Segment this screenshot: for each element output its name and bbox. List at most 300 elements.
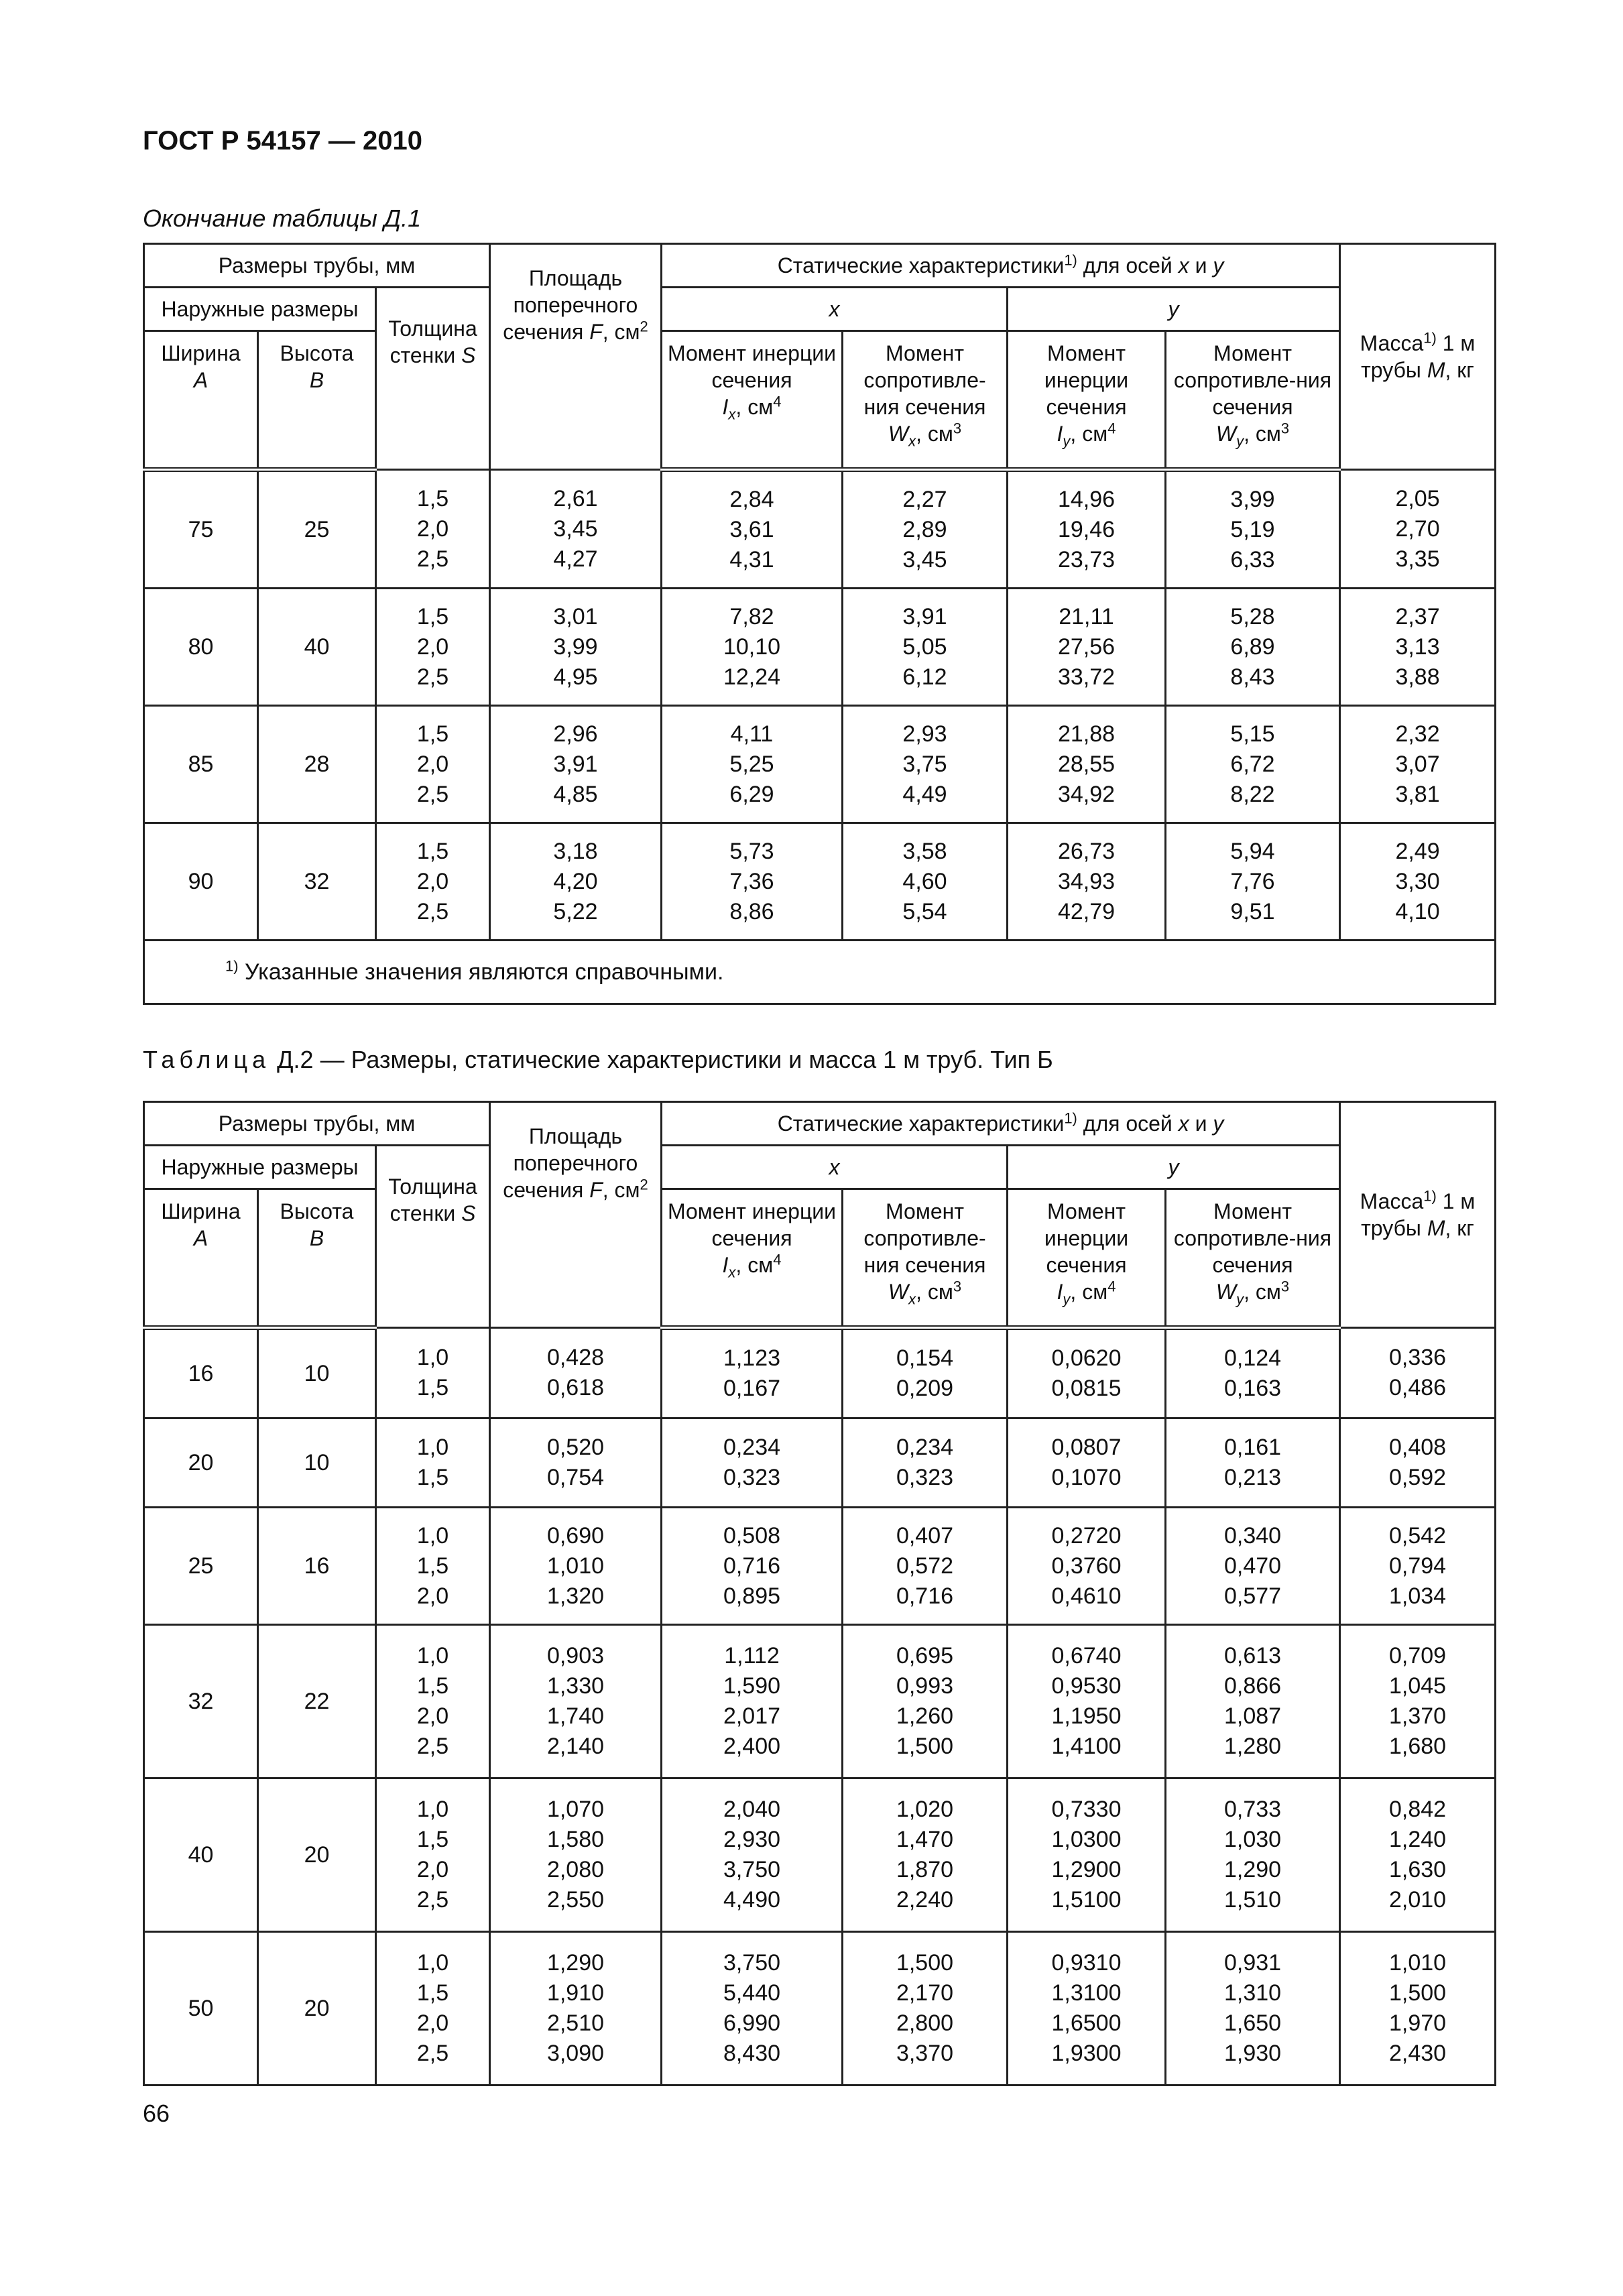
cell-value: 0,993 xyxy=(896,1673,954,1699)
cell-area xyxy=(490,1508,662,1625)
cell-value: 1,630 xyxy=(1388,1857,1447,1882)
cell-wall xyxy=(376,1418,490,1508)
header-height: Высота B xyxy=(258,331,376,470)
cell-value: 1,5 xyxy=(416,603,449,629)
cell-value: 12,24 xyxy=(723,664,781,690)
cell-value: 1,910 xyxy=(546,1980,605,2006)
table2-container xyxy=(143,1101,1494,2086)
cell-width: 20 xyxy=(144,1418,258,1508)
cell-value: 10,10 xyxy=(723,633,781,660)
cell-value: 28,55 xyxy=(1057,751,1116,777)
cell-value: 2,49 xyxy=(1395,838,1440,864)
cell-value: 6,29 xyxy=(729,781,774,807)
cell-value: 0,895 xyxy=(723,1583,781,1609)
cell-value: 0,7330 xyxy=(1051,1797,1122,1822)
header-wall: Толщина стенки S xyxy=(376,288,490,470)
cell-value: 0,340 xyxy=(1223,1522,1282,1549)
header-width: Ширина A xyxy=(144,331,258,470)
cell-area xyxy=(490,589,662,706)
cell-width: 90 xyxy=(144,823,258,941)
cell-value: 0,866 xyxy=(1223,1673,1282,1699)
table-row xyxy=(144,706,1496,823)
cell-value: 0,618 xyxy=(546,1375,605,1400)
cell-value: 2,5 xyxy=(416,546,449,572)
header-axis-y: y xyxy=(1008,288,1340,331)
header-static: Статические характеристики$^{1)}$ для осей x и y xyxy=(662,244,1340,288)
page-number: 66 xyxy=(143,2100,170,2127)
cell-ix xyxy=(662,1418,843,1508)
cell-area xyxy=(490,823,662,941)
cell-value: 0,486 xyxy=(1388,1375,1447,1400)
cell-value: 2,800 xyxy=(896,2010,954,2036)
cell-mass xyxy=(1340,1625,1496,1778)
cell-value: 1,0 xyxy=(416,1950,449,1976)
cell-value: 1,0 xyxy=(416,1522,449,1549)
cell-value: 5,28 xyxy=(1230,603,1275,629)
cell-area xyxy=(490,1418,662,1508)
header-pipe-dims: Размеры трубы, мм xyxy=(144,1102,490,1146)
cell-value: 1,0 xyxy=(416,1797,449,1822)
cell-wall xyxy=(376,1932,490,2086)
cell-value: 0,323 xyxy=(723,1465,781,1490)
cell-value: 2,61 xyxy=(553,485,598,511)
cell-value: 5,94 xyxy=(1230,838,1275,864)
cell-value: 4,60 xyxy=(902,868,947,894)
cell-iy xyxy=(1008,1508,1166,1625)
cell-wx xyxy=(843,706,1008,823)
cell-value: 1,010 xyxy=(546,1553,605,1579)
header-axis-x: x xyxy=(662,288,1008,331)
cell-value: 0,213 xyxy=(1223,1465,1282,1490)
cell-value: 0,754 xyxy=(546,1465,605,1490)
cell-ix xyxy=(662,706,843,823)
cell-value: 0,470 xyxy=(1223,1553,1282,1579)
cell-wx xyxy=(843,1418,1008,1508)
cell-value: 2,84 xyxy=(729,486,774,512)
cell-value: 0,234 xyxy=(896,1435,954,1460)
cell-value: 0,0815 xyxy=(1051,1376,1122,1401)
cell-value: 1,034 xyxy=(1388,1583,1447,1609)
cell-value: 1,5100 xyxy=(1051,1887,1122,1913)
cell-value: 2,37 xyxy=(1395,603,1440,629)
cell-wall xyxy=(376,1328,490,1418)
cell-wy xyxy=(1166,1778,1340,1932)
cell-value: 2,70 xyxy=(1395,516,1440,542)
cell-value: 1,030 xyxy=(1223,1827,1282,1852)
cell-value: 1,5 xyxy=(416,838,449,864)
cell-value: 2,400 xyxy=(723,1734,781,1759)
cell-value: 0,508 xyxy=(723,1522,781,1549)
table-row xyxy=(144,470,1496,589)
cell-mass xyxy=(1340,1932,1496,2086)
cell-value: 0,167 xyxy=(723,1376,781,1401)
cell-value: 1,290 xyxy=(1223,1857,1282,1882)
cell-value: 0,716 xyxy=(896,1583,954,1609)
cell-value: 0,209 xyxy=(896,1376,954,1401)
table2-caption-text: Д.2 — Размеры, статические характеристики и масса 1 м труб. Тип Б xyxy=(270,1046,1053,1073)
cell-wx xyxy=(843,589,1008,706)
cell-value: 1,510 xyxy=(1223,1887,1282,1913)
cell-value: 1,260 xyxy=(896,1703,954,1729)
cell-value: 3,13 xyxy=(1395,633,1440,660)
cell-value: 0,1070 xyxy=(1051,1465,1122,1490)
cell-value: 2,430 xyxy=(1388,2041,1447,2066)
cell-wy xyxy=(1166,589,1340,706)
cell-value: 2,550 xyxy=(546,1887,605,1913)
cell-area xyxy=(490,470,662,589)
cell-wall xyxy=(376,589,490,706)
cell-iy xyxy=(1008,1328,1166,1418)
cell-value: 2,5 xyxy=(416,1887,449,1913)
cell-value: 2,0 xyxy=(416,1703,449,1729)
cell-value: 21,11 xyxy=(1059,603,1114,629)
cell-value: 8,86 xyxy=(729,898,774,924)
cell-iy xyxy=(1008,470,1166,589)
header-mass: Масса$^{1)}$ 1 м трубы M, кг xyxy=(1340,244,1496,470)
table-row xyxy=(144,1778,1496,1932)
cell-value: 3,91 xyxy=(553,751,598,777)
cell-value: 5,54 xyxy=(902,898,947,924)
cell-value: 3,88 xyxy=(1395,664,1440,690)
cell-wy xyxy=(1166,1508,1340,1625)
cell-value: 8,22 xyxy=(1230,781,1275,807)
header-ix: Момент инерции сечения $I_x$, $см^4$ xyxy=(662,1189,843,1328)
cell-wx xyxy=(843,823,1008,941)
cell-wx xyxy=(843,1328,1008,1418)
cell-height: 25 xyxy=(258,470,376,589)
cell-area xyxy=(490,706,662,823)
cell-value: 0,124 xyxy=(1223,1345,1282,1371)
header-area: Площадь поперечного сечения F, $см^2$ xyxy=(490,244,662,470)
cell-value: 0,3760 xyxy=(1051,1553,1122,1579)
cell-value: 4,27 xyxy=(553,546,598,572)
cell-value: 2,0 xyxy=(416,868,449,894)
cell-value: 3,45 xyxy=(553,516,598,542)
cell-value: 1,5 xyxy=(416,1375,449,1400)
header-static: Статические характеристики$^{1)}$ для осей x и y xyxy=(662,1102,1340,1146)
cell-value: 2,0 xyxy=(416,516,449,542)
cell-value: 1,290 xyxy=(546,1950,605,1976)
cell-wx xyxy=(843,1625,1008,1778)
cell-value: 0,592 xyxy=(1388,1465,1447,1490)
cell-height: 20 xyxy=(258,1932,376,2086)
cell-value: 0,695 xyxy=(896,1643,954,1669)
cell-value: 2,0 xyxy=(416,1857,449,1882)
cell-value: 2,930 xyxy=(723,1827,781,1852)
cell-iy xyxy=(1008,1418,1166,1508)
header-axis-y: y xyxy=(1008,1146,1340,1189)
cell-value: 1,970 xyxy=(1388,2010,1447,2036)
cell-wall xyxy=(376,823,490,941)
cell-wx xyxy=(843,1932,1008,2086)
cell-value: 2,27 xyxy=(902,486,947,512)
cell-wall xyxy=(376,1625,490,1778)
cell-width: 50 xyxy=(144,1932,258,2086)
table-row xyxy=(144,1508,1496,1625)
cell-value: 2,5 xyxy=(416,1734,449,1759)
cell-value: 3,30 xyxy=(1395,868,1440,894)
cell-value: 0,9310 xyxy=(1051,1950,1122,1976)
cell-area xyxy=(490,1778,662,1932)
cell-value: 19,46 xyxy=(1057,516,1116,542)
cell-value: 1,5 xyxy=(416,1553,449,1579)
cell-width: 25 xyxy=(144,1508,258,1625)
cell-value: 8,43 xyxy=(1230,664,1275,690)
cell-wy xyxy=(1166,706,1340,823)
cell-mass xyxy=(1340,823,1496,941)
cell-wall xyxy=(376,706,490,823)
cell-value: 4,95 xyxy=(553,664,598,690)
cell-value: 2,32 xyxy=(1395,721,1440,747)
cell-value: 2,0 xyxy=(416,2010,449,2036)
cell-iy xyxy=(1008,589,1166,706)
cell-value: 0,690 xyxy=(546,1522,605,1549)
cell-value: 3,61 xyxy=(729,516,774,542)
cell-value: 1,5 xyxy=(416,485,449,511)
cell-value: 2,170 xyxy=(896,1980,954,2006)
table-row xyxy=(144,1328,1496,1418)
cell-value: 3,07 xyxy=(1395,751,1440,777)
table-row xyxy=(144,1625,1496,1778)
cell-value: 3,91 xyxy=(902,603,947,629)
cell-value: 1,0 xyxy=(416,1345,449,1370)
cell-width: 80 xyxy=(144,589,258,706)
cell-value: 1,680 xyxy=(1388,1734,1447,1759)
cell-value: 7,36 xyxy=(729,868,774,894)
cell-mass xyxy=(1340,1328,1496,1418)
cell-value: 0,931 xyxy=(1223,1950,1282,1976)
header-height: Высота B xyxy=(258,1189,376,1328)
cell-mass xyxy=(1340,1418,1496,1508)
cell-value: 1,0 xyxy=(416,1643,449,1669)
cell-value: 1,5 xyxy=(416,1980,449,2006)
document-header: ГОСТ Р 54157 — 2010 xyxy=(143,126,422,156)
cell-value: 1,590 xyxy=(723,1673,781,1699)
cell-value: 5,22 xyxy=(553,898,598,924)
cell-height: 10 xyxy=(258,1418,376,1508)
cell-value: 4,11 xyxy=(730,721,774,747)
cell-value: 1,020 xyxy=(896,1797,954,1822)
cell-value: 0,709 xyxy=(1388,1643,1447,1669)
cell-value: 1,370 xyxy=(1388,1703,1447,1729)
cell-value: 33,72 xyxy=(1057,664,1116,690)
cell-value: 0,542 xyxy=(1388,1522,1447,1549)
cell-value: 34,92 xyxy=(1057,781,1116,807)
header-wy: Момент сопротивле-ния сечения $W_y$, $см^3$ xyxy=(1166,331,1340,470)
cell-value: 1,087 xyxy=(1223,1703,1282,1729)
cell-value: 1,870 xyxy=(896,1857,954,1882)
cell-value: 0,163 xyxy=(1223,1376,1282,1401)
cell-value: 3,75 xyxy=(902,751,947,777)
cell-value: 1,240 xyxy=(1388,1827,1447,1852)
table-footnote xyxy=(144,941,1496,1004)
header-wall: Толщина стенки S xyxy=(376,1146,490,1328)
cell-value: 2,5 xyxy=(416,898,449,924)
cell-value: 1,330 xyxy=(546,1673,605,1699)
cell-value: 23,73 xyxy=(1057,546,1116,572)
cell-value: 7,76 xyxy=(1230,868,1275,894)
cell-height: 22 xyxy=(258,1625,376,1778)
cell-iy xyxy=(1008,823,1166,941)
cell-width: 40 xyxy=(144,1778,258,1932)
header-mass: Масса$^{1)}$ 1 м трубы M, кг xyxy=(1340,1102,1496,1328)
cell-value: 1,5 xyxy=(416,721,449,747)
header-area: Площадь поперечного сечения F, $см^2$ xyxy=(490,1102,662,1328)
cell-value: 0,4610 xyxy=(1051,1583,1122,1609)
cell-value: 8,430 xyxy=(723,2041,781,2066)
cell-value: 7,82 xyxy=(729,603,774,629)
cell-value: 2,5 xyxy=(416,781,449,807)
cell-value: 1,3100 xyxy=(1051,1980,1122,2006)
cell-value: 1,5 xyxy=(416,1465,449,1490)
cell-value: 0,0620 xyxy=(1051,1345,1122,1371)
cell-wall xyxy=(376,1508,490,1625)
cell-value: 1,4100 xyxy=(1051,1734,1122,1759)
cell-mass xyxy=(1340,1508,1496,1625)
cell-value: 3,750 xyxy=(723,1857,781,1882)
cell-value: 1,1950 xyxy=(1051,1703,1122,1729)
cell-value: 1,740 xyxy=(546,1703,605,1729)
cell-value: 0,842 xyxy=(1388,1797,1447,1822)
header-outer-dims: Наружные размеры xyxy=(144,288,376,331)
cell-value: 4,49 xyxy=(902,781,947,807)
cell-value: 1,070 xyxy=(546,1797,605,1822)
header-pipe-dims: Размеры трубы, мм xyxy=(144,244,490,288)
table1-container xyxy=(143,243,1494,1005)
cell-value: 2,05 xyxy=(1395,485,1440,511)
cell-wall xyxy=(376,470,490,589)
cell-value: 5,25 xyxy=(729,751,774,777)
cell-value: 3,99 xyxy=(1230,486,1275,512)
cell-value: 2,5 xyxy=(416,2041,449,2066)
cell-value: 0,2720 xyxy=(1051,1522,1122,1549)
cell-value: 1,6500 xyxy=(1051,2010,1122,2036)
cell-iy xyxy=(1008,1625,1166,1778)
cell-value: 3,35 xyxy=(1395,546,1440,572)
cell-iy xyxy=(1008,1778,1166,1932)
cell-wx xyxy=(843,1508,1008,1625)
cell-mass xyxy=(1340,589,1496,706)
header-outer-dims: Наружные размеры xyxy=(144,1146,376,1189)
cell-value: 1,310 xyxy=(1223,1980,1282,2006)
cell-value: 34,93 xyxy=(1057,868,1116,894)
cell-value: 9,51 xyxy=(1230,898,1275,924)
cell-value: 1,500 xyxy=(1388,1980,1447,2006)
cell-ix xyxy=(662,1625,843,1778)
header-wy: Момент сопротивле-ния сечения $W_y$, $см^3$ xyxy=(1166,1189,1340,1328)
cell-width: 32 xyxy=(144,1625,258,1778)
cell-value: 2,96 xyxy=(553,721,598,747)
cell-value: 14,96 xyxy=(1057,486,1116,512)
cell-value: 0,6740 xyxy=(1051,1643,1122,1669)
cell-value: 2,080 xyxy=(546,1857,605,1882)
cell-value: 1,500 xyxy=(896,1734,954,1759)
cell-value: 2,010 xyxy=(1388,1887,1447,1913)
cell-value: 4,10 xyxy=(1395,898,1440,924)
cell-height: 32 xyxy=(258,823,376,941)
cell-height: 10 xyxy=(258,1328,376,1418)
cell-iy xyxy=(1008,706,1166,823)
cell-value: 1,500 xyxy=(896,1950,954,1976)
cell-value: 27,56 xyxy=(1057,633,1116,660)
cell-value: 3,01 xyxy=(553,603,598,629)
cell-height: 16 xyxy=(258,1508,376,1625)
cell-value: 4,85 xyxy=(553,781,598,807)
cell-ix xyxy=(662,589,843,706)
cell-value: 2,040 xyxy=(723,1797,781,1822)
cell-ix xyxy=(662,1932,843,2086)
table1-caption: Окончание таблицы Д.1 xyxy=(143,204,422,232)
cell-width: 75 xyxy=(144,470,258,589)
cell-value: 4,31 xyxy=(729,546,774,572)
cell-value: 2,89 xyxy=(902,516,947,542)
cell-value: 0,336 xyxy=(1388,1345,1447,1370)
cell-value: 5,73 xyxy=(729,838,774,864)
cell-value: 4,20 xyxy=(553,868,598,894)
footnote-row xyxy=(144,941,1496,1004)
cell-value: 2,140 xyxy=(546,1734,605,1759)
cell-value: 5,15 xyxy=(1230,721,1275,747)
cell-value: 1,5 xyxy=(416,1827,449,1852)
cell-wy xyxy=(1166,1932,1340,2086)
cell-wy xyxy=(1166,1418,1340,1508)
table-row xyxy=(144,589,1496,706)
cell-value: 1,650 xyxy=(1223,2010,1282,2036)
cell-value: 2,017 xyxy=(723,1703,781,1729)
cell-value: 0,407 xyxy=(896,1522,954,1549)
cell-value: 21,88 xyxy=(1057,721,1116,747)
cell-value: 2,510 xyxy=(546,2010,605,2036)
cell-value: 0,323 xyxy=(896,1465,954,1490)
cell-width: 16 xyxy=(144,1328,258,1418)
cell-value: 1,0300 xyxy=(1051,1827,1122,1852)
cell-value: 2,0 xyxy=(416,633,449,660)
cell-value: 2,0 xyxy=(416,751,449,777)
cell-area xyxy=(490,1932,662,2086)
cell-mass xyxy=(1340,1778,1496,1932)
cell-value: 1,112 xyxy=(724,1643,780,1669)
header-width: Ширина A xyxy=(144,1189,258,1328)
cell-value: 5,19 xyxy=(1230,516,1275,542)
cell-value: 6,72 xyxy=(1230,751,1275,777)
cell-wx xyxy=(843,1778,1008,1932)
cell-wy xyxy=(1166,823,1340,941)
cell-ix xyxy=(662,823,843,941)
cell-value: 1,930 xyxy=(1223,2041,1282,2066)
table-row xyxy=(144,823,1496,941)
cell-value: 3,81 xyxy=(1395,781,1440,807)
table-row xyxy=(144,1932,1496,2086)
header-wx: Момент сопротивле-ния сечения $W_x$, $см^3$ xyxy=(843,331,1008,470)
cell-mass xyxy=(1340,470,1496,589)
cell-height: 40 xyxy=(258,589,376,706)
cell-value: 0,0807 xyxy=(1051,1435,1122,1460)
cell-wx xyxy=(843,470,1008,589)
header-iy: Момент инерции сечения $I_y$, $см^4$ xyxy=(1008,331,1166,470)
cell-value: 1,045 xyxy=(1388,1673,1447,1699)
header-iy: Момент инерции сечения $I_y$, $см^4$ xyxy=(1008,1189,1166,1328)
cell-value: 3,58 xyxy=(902,838,947,864)
cell-value: 2,240 xyxy=(896,1887,954,1913)
table2-caption-label: Таблица xyxy=(143,1046,271,1073)
cell-value: 1,280 xyxy=(1223,1734,1282,1759)
cell-value: 3,99 xyxy=(553,633,598,660)
cell-value: 0,716 xyxy=(723,1553,781,1579)
cell-value: 1,5 xyxy=(416,1673,449,1699)
cell-value: 0,9530 xyxy=(1051,1673,1122,1699)
cell-value: 1,123 xyxy=(723,1345,781,1371)
footnote-mark: 1) xyxy=(225,957,239,975)
